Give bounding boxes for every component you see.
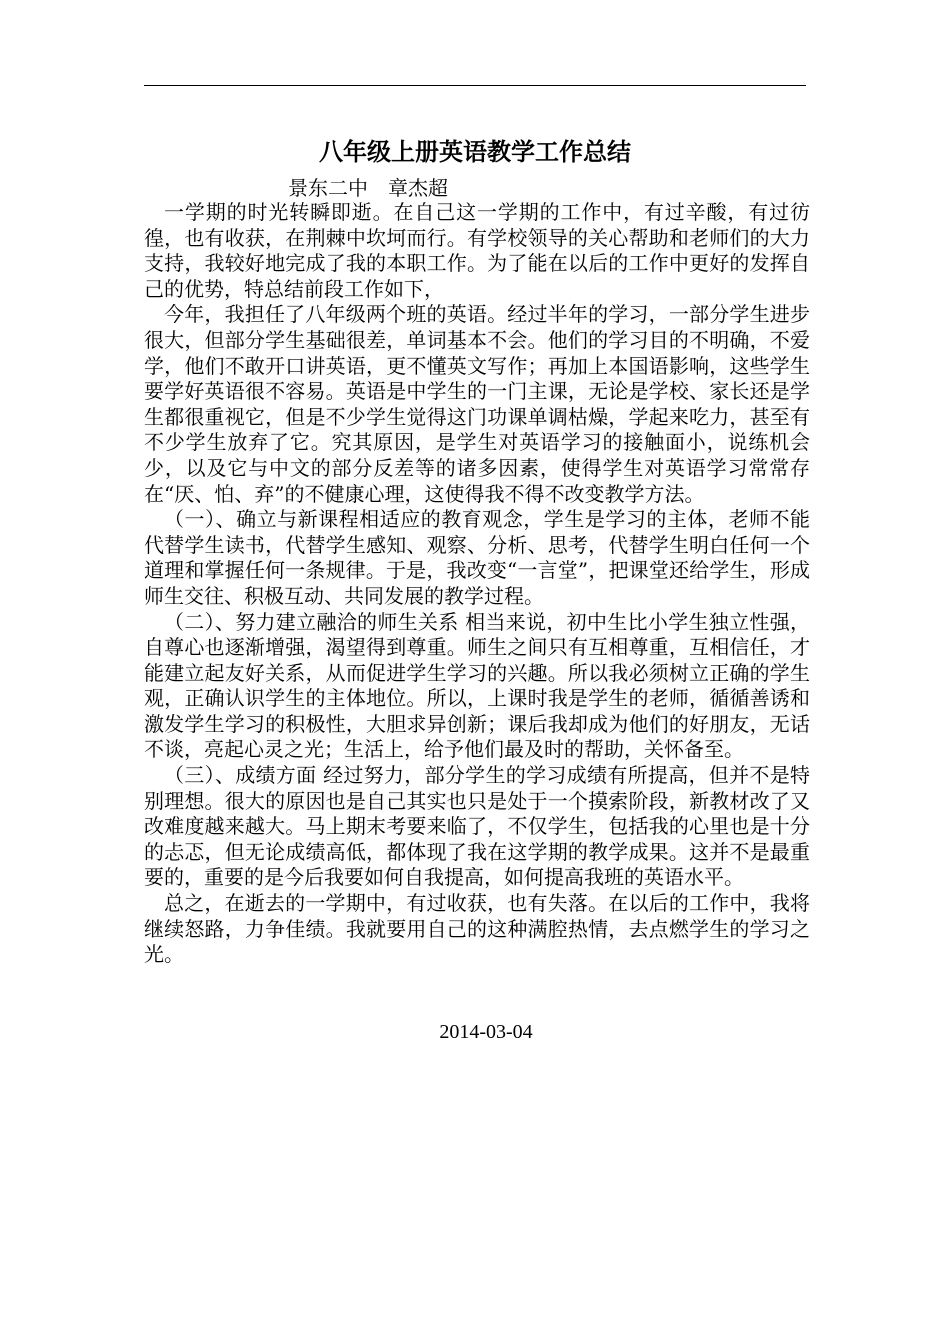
paragraph-section-three: （三）、成绩方面 经过努力，部分学生的学习成绩有所提高，但并不是特别理想。很大的原因也是自己其实也只是处于一个摸索阶段，新教材改了又改难度越来越大。马上期末考要来临了，不仅学生，包括我的心里也是十分的忐忑，但无论成绩高低，都体现了我在这学期的教学成果。这并不是最重要的，重要的是今后我要如何自我提高，如何提高我班的英语水平。 bbox=[144, 763, 810, 890]
paragraph-section-one: （一）、确立与新课程相适应的教育观念，学生是学习的主体，老师不能代替学生读书，代替学生感知、观察、分析、思考，代替学生明白任何一个道理和掌握任何一条规律。于是，我改变“一言堂”，把课堂还给学生，形成师生交往、积极互动、共同发展的教学过程。 bbox=[144, 507, 810, 608]
document-date: 2014-03-04 bbox=[439, 1021, 533, 1043]
paragraph-intro: 一学期的时光转瞬即逝。在自己这一学期的工作中，有过辛酸，有过彷徨，也有收获，在荆棘中坎坷而行。有学校领导的关心帮助和老师们的大力支持，我较好地完成了我的本职工作。为了能在以后的工作中更好的发挥自己的优势，特总结前段工作如下， bbox=[144, 200, 810, 301]
author-line: 景东二中 章杰超 bbox=[288, 176, 448, 200]
document-body bbox=[144, 200, 810, 968]
header-rule bbox=[144, 85, 806, 86]
paragraph-conclusion: 总之，在逝去的一学期中，有过收获，也有失落。在以后的工作中，我将继续怒路，力争佳绩。我就要用自己的这种满腔热情，去点燃学生的学习之光。 bbox=[144, 891, 810, 967]
paragraph-situation: 今年，我担任了八年级两个班的英语。经过半年的学习，一部分学生进步很大，但部分学生基础很差，单词基本不会。他们的学习目的不明确，不爱学，他们不敢开口讲英语，更不懂英文写作；再加上本国语影响，这些学生要学好英语很不容易。英语是中学生的一门主课，无论是学校、家长还是学生都很重视它，但是不少学生觉得这门功课单调枯燥，学起来吃力，甚至有不少学生放弃了它。究其原因，是学生对英语学习的接触面小，说练机会少，以及它与中文的部分反差等的诸多因素，使得学生对英语学习常常存在“厌、怕、弃”的不健康心理，这使得我不得不改变教学方法。 bbox=[144, 302, 810, 506]
document-title: 八年级上册英语教学工作总结 bbox=[319, 138, 631, 166]
paragraph-section-two: （二）、努力建立融洽的师生关系 相当来说，初中生比小学生独立性强，自尊心也逐渐增强，渴望得到尊重。师生之间只有互相尊重，互相信任，才能建立起友好关系，从而促进学生学习的兴趣。所以我必须树立正确的学生观，正确认识学生的主体地位。所以，上课时我是学生的老师，循循善诱和激发学生学习的积极性，大胆求异创新；课后我却成为他们的好朋友，无话不谈，亮起心灵之光；生活上，给予他们最及时的帮助，关怀备至。 bbox=[144, 609, 810, 762]
